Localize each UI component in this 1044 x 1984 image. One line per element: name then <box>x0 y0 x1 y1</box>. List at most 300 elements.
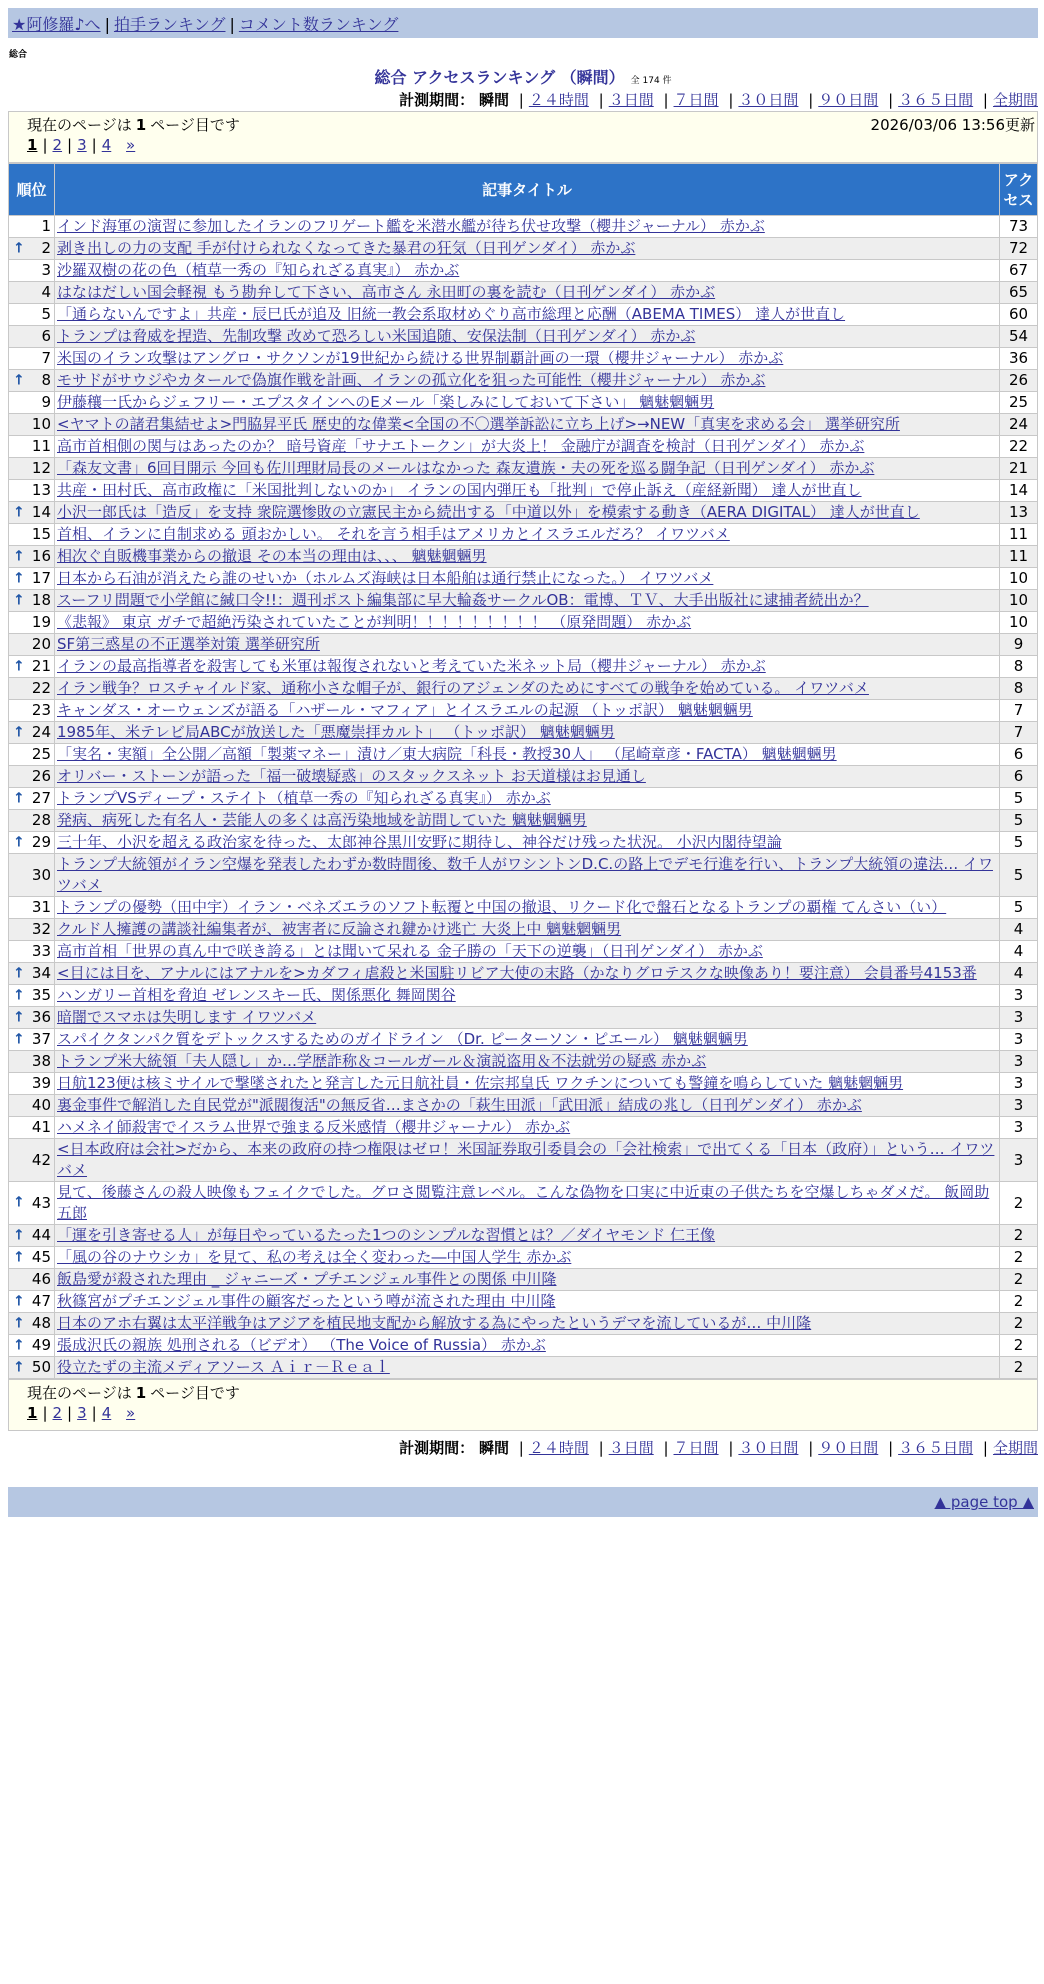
rank-number: 47 <box>31 1292 51 1310</box>
rank-cell <box>9 700 55 722</box>
rank-cell <box>9 304 55 326</box>
access-count: 2 <box>1000 1247 1038 1269</box>
period-selector-bottom: 計測期間： 瞬間 | ２４時間 | ３日間 | ７日間 | ３０日間 | ９０日間 | ３６５日間 | 全期間 <box>399 1439 1038 1457</box>
pager-bottom: 1 | 2 | 3 | 4 » <box>27 1404 136 1422</box>
table-row <box>9 260 1038 282</box>
title-cell <box>55 1335 1000 1357</box>
title-cell <box>55 1357 1000 1379</box>
rank-cell <box>9 282 55 304</box>
rank-number: 36 <box>31 1008 51 1026</box>
title-cell <box>55 238 1000 260</box>
table-row <box>9 1117 1038 1139</box>
rank-up-arrow-icon: ↑ <box>13 570 25 586</box>
access-count: 72 <box>1000 238 1038 260</box>
rank-up-arrow-icon: ↑ <box>13 372 25 388</box>
access-count: 22 <box>1000 436 1038 458</box>
rank-cell <box>9 985 55 1007</box>
rank-number: 28 <box>31 811 51 829</box>
access-count: 21 <box>1000 458 1038 480</box>
article-title-link[interactable]: 三十年、小沢を超える政治家を待った、太郎神谷黒川安野に期待し、神谷だけ残った状況。 小沢内閣待望論 <box>57 833 782 851</box>
table-row <box>9 678 1038 700</box>
rank-number: 2 <box>41 239 51 257</box>
article-title-link[interactable]: 1985年、米テレビ局ABCが放送した「悪魔崇拝カルト」 （トッポ訳） 魑魅魍魎男 <box>57 723 615 741</box>
rank-up-arrow-icon: ↑ <box>13 724 25 740</box>
access-count: 2 <box>1000 1225 1038 1247</box>
rank-cell <box>9 854 55 897</box>
access-count: 4 <box>1000 963 1038 985</box>
rank-cell <box>9 766 55 788</box>
page-title-row <box>8 65 1038 87</box>
period-label: 計測期間： <box>399 1439 475 1457</box>
rank-number: 6 <box>41 327 51 345</box>
article-title-link[interactable]: 日本のアホ右翼は太平洋戦争はアジアを植民地支配から解放する為にやったというデマを流しているが… 中川隆 <box>57 1314 812 1332</box>
title-cell <box>55 216 1000 238</box>
rank-number: 16 <box>31 547 51 565</box>
article-title-link[interactable]: トランプの優勢（田中宇）イラン・ベネズエラのソフト転覆と中国の撤退、リクード化で盤石となるトランプの覇権 てんさい（い） <box>57 898 947 916</box>
title-cell <box>55 897 1000 919</box>
title-cell <box>55 1182 1000 1225</box>
rank-up-arrow-icon: ↑ <box>13 240 25 256</box>
rank-number: 38 <box>31 1052 51 1070</box>
rank-number: 29 <box>31 833 51 851</box>
table-row <box>9 832 1038 854</box>
article-title-link[interactable]: 高市首相「世界の真ん中で咲き誇る」とは聞いて呆れる 金子勝の「天下の逆襲」（日刊ゲンダイ） 赤かぶ <box>57 942 763 960</box>
access-count: 4 <box>1000 941 1038 963</box>
access-count: 2 <box>1000 1357 1038 1379</box>
rank-number: 42 <box>31 1150 51 1169</box>
article-title-link[interactable]: 伊藤穰一氏からジェフリー・エプスタインへのEメール「楽しみにしておいて下さい」 魑魅魍魎男 <box>57 393 715 411</box>
rank-up-arrow-icon: ↑ <box>13 658 25 674</box>
title-cell <box>55 524 1000 546</box>
pager-link[interactable]: 2 <box>52 136 63 154</box>
rank-cell <box>9 1313 55 1335</box>
period-option[interactable]: ３０日間 <box>738 91 799 109</box>
access-count: 6 <box>1000 766 1038 788</box>
rank-header-label: 順位 <box>16 180 47 199</box>
rank-number: 24 <box>31 723 51 741</box>
rank-number: 35 <box>31 986 51 1004</box>
rank-column-header <box>9 164 55 216</box>
table-row <box>9 1095 1038 1117</box>
rank-number: 12 <box>31 459 51 477</box>
pager-link[interactable]: 2 <box>52 1404 63 1422</box>
rank-up-arrow-icon: ↑ <box>13 987 25 1003</box>
access-count: 2 <box>1000 1182 1038 1225</box>
period-selector-top: 計測期間： 瞬間 | ２４時間 | ３日間 | ７日間 | ３０日間 | ９０日間 | ３６５日間 | 全期間 <box>399 91 1038 109</box>
ranking-rows <box>9 216 1038 1379</box>
access-count: 4 <box>1000 919 1038 941</box>
title-cell <box>55 480 1000 502</box>
article-title-link[interactable]: 「通らないんですよ」共産・辰巳氏が追及 旧統一教会系取材めぐり高市総理と応酬（ABEMA TIMES） 達人が世直し <box>57 305 846 323</box>
title-cell <box>55 766 1000 788</box>
rank-cell <box>9 348 55 370</box>
period-option[interactable]: ９０日間 <box>818 1439 879 1457</box>
table-row <box>9 458 1038 480</box>
rank-cell <box>9 1269 55 1291</box>
title-cell <box>55 854 1000 897</box>
article-title-link[interactable]: スパイクタンパク質をデトックスするためのガイドライン （Dr. ピーターソン・ピエール） 魑魅魍魎男 <box>57 1030 748 1048</box>
article-title-link[interactable]: クルド人擁護の講談社編集者が、被害者に反論され鍵かけ逃亡 大炎上中 魑魅魍魎男 <box>57 920 622 938</box>
access-count: 5 <box>1000 854 1038 897</box>
article-title-link[interactable]: モサドがサウジやカタールで偽旗作戦を計画、イランの孤立化を狙った可能性（櫻井ジャーナル） 赤かぶ <box>57 371 766 389</box>
period-option[interactable]: ３日間 <box>608 91 654 109</box>
article-title-link[interactable]: <日本政府は会社>だから、本来の政府の持つ権限はゼロ！米国証券取引委員会の「会社検索」で出てくる「日本（政府）」という… イワツバメ <box>57 1140 995 1179</box>
page-title: 総合 アクセスランキング （瞬間） <box>374 68 625 87</box>
article-title-link[interactable]: オリバー・ストーンが語った「福一破壊疑惑」のスタックスネット お天道様はお見通し <box>57 767 646 785</box>
title-cell <box>55 458 1000 480</box>
table-row <box>9 1051 1038 1073</box>
table-row <box>9 700 1038 722</box>
rank-number: 22 <box>31 679 51 697</box>
article-title-link[interactable]: トランプ米大統領「夫人隠し」か…学歴詐称＆コールガール＆演説盗用＆不法就労の疑惑 赤かぶ <box>57 1052 707 1070</box>
rank-number: 21 <box>31 657 51 675</box>
access-count: 3 <box>1000 1051 1038 1073</box>
title-cell <box>55 963 1000 985</box>
rank-cell <box>9 744 55 766</box>
rank-number: 30 <box>31 865 51 884</box>
rank-cell <box>9 788 55 810</box>
table-row <box>9 656 1038 678</box>
rank-number: 23 <box>31 701 51 719</box>
rank-cell <box>9 897 55 919</box>
rank-cell <box>9 832 55 854</box>
rank-up-arrow-icon: ↑ <box>13 1359 25 1375</box>
article-title-link[interactable]: 沙羅双樹の花の色（植草一秀の『知られざる真実』） 赤かぶ <box>57 261 460 279</box>
pager-current: 1 <box>27 1404 38 1422</box>
access-count: 7 <box>1000 722 1038 744</box>
table-row <box>9 766 1038 788</box>
top-nav-bar <box>8 8 1038 38</box>
rank-number: 20 <box>31 635 51 653</box>
rank-cell <box>9 810 55 832</box>
article-title-link[interactable]: キャンダス・オーウェンズが語る「ハザール・マフィア」とイスラエルの起源 （トッポ訳） 魑魅魍魎男 <box>57 701 753 719</box>
article-title-link[interactable]: 見て、後藤さんの殺人映像もフェイクでした。グロさ閲覧注意レベル。こんな偽物を口実に中近東の子供たちを空爆しちゃダメだ。 飯岡助五郎 <box>57 1183 990 1222</box>
rank-cell <box>9 1247 55 1269</box>
rank-number: 18 <box>31 591 51 609</box>
rank-cell <box>9 678 55 700</box>
access-count: 25 <box>1000 392 1038 414</box>
comment-ranking-link[interactable]: コメント数ランキング <box>238 15 399 34</box>
access-count: 3 <box>1000 1095 1038 1117</box>
title-cell <box>55 1269 1000 1291</box>
table-row <box>9 963 1038 985</box>
pager-link[interactable]: 3 <box>77 1404 87 1422</box>
rank-cell <box>9 1291 55 1313</box>
rank-cell <box>9 502 55 524</box>
rank-cell <box>9 656 55 678</box>
title-cell <box>55 722 1000 744</box>
access-count: 6 <box>1000 744 1038 766</box>
access-count: 10 <box>1000 590 1038 612</box>
article-title-link[interactable]: 飯島愛が殺された理由 _ ジャニーズ・プチエンジェル事件との関係 中川隆 <box>57 1270 557 1288</box>
title-cell <box>55 612 1000 634</box>
article-title-link[interactable]: ハンガリー首相を脅迫 ゼレンスキー氏、関係悪化 舞岡関谷 <box>57 986 456 1004</box>
rank-cell <box>9 1139 55 1182</box>
table-row <box>9 1073 1038 1095</box>
page <box>8 8 1038 1517</box>
current-page-text: 現在のページは 1 ページ目です <box>27 1384 240 1402</box>
article-title-link[interactable]: 「運を引き寄せる人」が毎日やっているたった1つのシンプルな習慣とは？／ダイヤモンド 仁王像 <box>57 1226 716 1244</box>
access-count: 11 <box>1000 524 1038 546</box>
rank-number: 13 <box>31 481 51 499</box>
page-top-link[interactable]: ▲ page top ▲ <box>934 1493 1034 1511</box>
access-count: 7 <box>1000 700 1038 722</box>
rank-number: 46 <box>31 1270 51 1288</box>
rank-cell <box>9 1357 55 1379</box>
total-count: 全 174 件 <box>630 76 672 86</box>
article-title-link[interactable]: 裏金事件で解消した自民党が"派閥復活"の無反省…まさかの「萩生田派」「武田派」結成の兆し（日刊ゲンダイ） 赤かぶ <box>57 1096 862 1114</box>
table-row <box>9 1357 1038 1379</box>
table-row <box>9 919 1038 941</box>
table-row <box>9 436 1038 458</box>
rank-cell <box>9 941 55 963</box>
rank-number: 37 <box>31 1030 51 1048</box>
article-title-link[interactable]: 「実名・実額」全公開／高額「製薬マネー」漬け／東大病院「科長・教授30人」 （尾崎章彦・FACTA） 魑魅魍魎男 <box>57 745 837 763</box>
title-cell <box>55 810 1000 832</box>
article-title-link[interactable]: <ヤマトの諸君集結せよ>門脇昇平氏 歴史的な偉業<全国の不〇選挙訴訟に立ち上げ>→NEW「真実を求める会」 選挙研究所 <box>57 415 900 433</box>
current-page-number: 1 <box>135 116 147 134</box>
access-count: 26 <box>1000 370 1038 392</box>
current-page-number: 1 <box>135 1384 147 1402</box>
pager-link[interactable]: 4 <box>101 136 112 154</box>
table-row <box>9 1139 1038 1182</box>
article-title-link[interactable]: 米国のイラン攻撃はアングロ・サクソンが19世紀から続ける世界制覇計画の一環（櫻井ジャーナル） 赤かぶ <box>57 349 784 367</box>
title-cell <box>55 1051 1000 1073</box>
table-row <box>9 985 1038 1007</box>
article-title-link[interactable]: イランの最高指導者を殺害しても米軍は報復されないと考えていた米ネット局（櫻井ジャーナル） 赤かぶ <box>57 657 766 675</box>
rank-cell <box>9 1029 55 1051</box>
article-title-link[interactable]: スーフリ問題で小学館に緘口令!!：週刊ポスト編集部に早大輪姦サークルOB：電博、ＴＶ、大手出版社に逮捕者続出か？ <box>57 591 869 609</box>
rank-up-arrow-icon: ↑ <box>13 1194 25 1211</box>
access-count: 9 <box>1000 634 1038 656</box>
rank-number: 27 <box>31 789 51 807</box>
rank-number: 25 <box>31 745 51 763</box>
rank-number: 19 <box>31 613 51 631</box>
rank-cell <box>9 414 55 436</box>
table-row <box>9 502 1038 524</box>
rank-up-arrow-icon: ↑ <box>13 1009 25 1025</box>
table-row <box>9 348 1038 370</box>
period-option[interactable]: ２４時間 <box>528 1439 589 1457</box>
rank-number: 5 <box>41 305 51 323</box>
pager-link[interactable]: 3 <box>77 136 87 154</box>
rank-cell <box>9 1117 55 1139</box>
rank-cell <box>9 612 55 634</box>
period-option[interactable]: ３日間 <box>608 1439 654 1457</box>
rank-number: 48 <box>31 1314 51 1332</box>
title-cell <box>55 326 1000 348</box>
title-cell <box>55 392 1000 414</box>
title-cell <box>55 590 1000 612</box>
title-cell <box>55 1139 1000 1182</box>
rank-number: 17 <box>31 569 51 587</box>
title-cell <box>55 282 1000 304</box>
access-count: 3 <box>1000 1139 1038 1182</box>
article-title-link[interactable]: 秋篠宮がプチエンジェル事件の顧客だったという噂が流された理由 中川隆 <box>57 1292 556 1310</box>
title-cell <box>55 656 1000 678</box>
rank-number: 43 <box>31 1193 51 1212</box>
table-row <box>9 414 1038 436</box>
applause-ranking-link[interactable]: 拍手ランキング <box>113 15 226 34</box>
table-row <box>9 370 1038 392</box>
table-row <box>9 326 1038 348</box>
ranking-table <box>8 163 1038 1379</box>
updated-timestamp: 2026/03/06 13:56更新 <box>870 116 1035 134</box>
period-option[interactable]: ３６５日間 <box>898 91 974 109</box>
rank-number: 8 <box>41 371 51 389</box>
table-row <box>9 524 1038 546</box>
title-cell <box>55 744 1000 766</box>
rank-number: 14 <box>31 503 51 521</box>
article-title-link[interactable]: 日航123便は核ミサイルで撃墜されたと発言した元日航社員・佐宗邦皇氏 ワクチンについても警鐘を鳴らしていた 魑魅魍魎男 <box>57 1074 904 1092</box>
title-cell <box>55 788 1000 810</box>
rank-cell <box>9 216 55 238</box>
rank-number: 34 <box>31 964 51 982</box>
table-row <box>9 854 1038 897</box>
rank-up-arrow-icon: ↑ <box>13 1337 25 1353</box>
access-count: 13 <box>1000 502 1038 524</box>
table-row <box>9 1291 1038 1313</box>
article-title-link[interactable]: 相次ぐ自販機事業からの撤退 その本当の理由は、、、 魑魅魍魎男 <box>57 547 487 565</box>
period-option[interactable]: ９０日間 <box>818 91 879 109</box>
article-title-link[interactable]: 日本から石油が消えたら誰のせいか（ホルムズ海峡は日本船舶は通行禁止になった。） イワツバメ <box>57 569 714 587</box>
title-cell <box>55 1313 1000 1335</box>
table-row <box>9 282 1038 304</box>
access-count: 3 <box>1000 1117 1038 1139</box>
rank-up-arrow-icon: ↑ <box>13 504 25 520</box>
rank-cell <box>9 392 55 414</box>
rank-number: 40 <box>31 1096 51 1114</box>
title-cell <box>55 700 1000 722</box>
article-title-link[interactable]: 役立たずの主流メディアソース Ａｉｒ－Ｒｅａｌ <box>57 1358 390 1376</box>
article-title-link[interactable]: はなはだしい国会軽視 もう勘弁して下さい、高市さん 永田町の裏を読む（日刊ゲンダイ） 赤かぶ <box>57 283 716 301</box>
rank-number: 4 <box>41 283 51 301</box>
home-link[interactable]: ★阿修羅♪へ <box>12 15 101 34</box>
current-page-text: 現在のページは 1 ページ目です <box>27 116 240 134</box>
article-title-link[interactable]: イラン戦争？ロスチャイルド家、通称小さな帽子が、銀行のアジェンダのためにすべての戦争を始めている。 イワツバメ <box>57 679 869 697</box>
title-cell <box>55 1007 1000 1029</box>
article-title-link[interactable]: トランプVSディープ・ステイト（植草一秀の『知られざる真実』） 赤かぶ <box>57 789 551 807</box>
title-cell <box>55 1073 1000 1095</box>
article-title-link[interactable]: 剥き出しの力の支配 手が付けられなくなってきた暴君の狂気（日刊ゲンダイ） 赤かぶ <box>57 239 636 257</box>
article-title-link[interactable]: 「森友文書」6回目開示 今回も佐川理財局長のメールはなかった 森友遺族・夫の死を巡る闘争記（日刊ゲンダイ） 赤かぶ <box>57 459 875 477</box>
access-count: 14 <box>1000 480 1038 502</box>
article-title-link[interactable]: トランプは脅威を捏造、先制攻撃 改めて恐ろしい米国追随、安保法制（日刊ゲンダイ） 赤かぶ <box>57 327 696 345</box>
access-column-header <box>1000 164 1038 216</box>
period-option[interactable]: ３６５日間 <box>898 1439 974 1457</box>
pager-link[interactable]: 4 <box>101 1404 112 1422</box>
rank-cell <box>9 1335 55 1357</box>
rank-cell <box>9 326 55 348</box>
rank-number: 15 <box>31 525 51 543</box>
rank-cell <box>9 634 55 656</box>
table-row <box>9 590 1038 612</box>
table-row <box>9 788 1038 810</box>
article-title-link[interactable]: 共産・田村氏、高市政権に「米国批判しないのか」 イランの国内弾圧も「批判」で停止訴え（産経新聞） 達人が世直し <box>57 481 862 499</box>
table-row <box>9 744 1038 766</box>
article-title-link[interactable]: 《悲報》 東京 ガチで超絶汚染されていたことが判明！！！！！！！！！ （原発問題） 赤かぶ <box>57 613 692 631</box>
table-row <box>9 612 1038 634</box>
rank-cell <box>9 722 55 744</box>
period-option[interactable]: ７日間 <box>673 91 719 109</box>
rank-number: 50 <box>31 1358 51 1376</box>
rank-cell <box>9 1225 55 1247</box>
period-option[interactable]: 全期間 <box>992 1439 1038 1457</box>
rank-number: 44 <box>31 1226 51 1244</box>
article-title-link[interactable]: 暗闇でスマホは失明します イワツバメ <box>57 1008 317 1026</box>
article-title-link[interactable]: SF第三惑星の不正選挙対策 選挙研究所 <box>57 635 320 653</box>
title-cell <box>55 568 1000 590</box>
rank-up-arrow-icon: ↑ <box>13 834 25 850</box>
rank-up-arrow-icon: ↑ <box>13 1031 25 1047</box>
rank-cell <box>9 1182 55 1225</box>
access-count: 3 <box>1000 1073 1038 1095</box>
rank-number: 11 <box>31 437 51 455</box>
article-title-link[interactable]: 張成沢氏の親族 処刑される（ビデオ） （The Voice of Russia） 赤かぶ <box>57 1336 546 1354</box>
title-cell <box>55 1291 1000 1313</box>
access-count: 2 <box>1000 1313 1038 1335</box>
period-option[interactable]: ３０日間 <box>738 1439 799 1457</box>
rank-cell <box>9 524 55 546</box>
table-row <box>9 480 1038 502</box>
period-option[interactable]: ７日間 <box>673 1439 719 1457</box>
rank-up-arrow-icon: ↑ <box>13 548 25 564</box>
rank-number: 32 <box>31 920 51 938</box>
rank-up-arrow-icon: ↑ <box>13 1249 25 1265</box>
table-row <box>9 1182 1038 1225</box>
article-title-link[interactable]: トランプ大統領がイラン空爆を発表したわずか数時間後、数千人がワシントンD.C.の路上でデモ行進を行い、トランプ大統領の違法… イワツバメ <box>57 855 993 894</box>
pager-next[interactable]: » <box>126 1404 136 1422</box>
table-row <box>9 1247 1038 1269</box>
table-row <box>9 1313 1038 1335</box>
title-cell <box>55 260 1000 282</box>
rank-up-arrow-icon: ↑ <box>13 965 25 981</box>
rank-number: 41 <box>31 1118 51 1136</box>
article-title-link[interactable]: <目には目を、アナルにはアナルを>カダフィ虐殺と米国駐リビア大使の末路（かなりグロテスクな映像あり！要注意） 会員番号4153番 <box>57 964 977 982</box>
rank-cell <box>9 963 55 985</box>
access-count: 3 <box>1000 985 1038 1007</box>
rank-number: 10 <box>31 415 51 433</box>
title-cell <box>55 1117 1000 1139</box>
rank-cell <box>9 919 55 941</box>
article-title-link[interactable]: 首相、イランに自制求める 頭おかしい。 それを言う相手はアメリカとイスラエルだろ？ イワツバメ <box>57 525 730 543</box>
title-cell <box>55 832 1000 854</box>
article-title-link[interactable]: ハメネイ師殺害でイスラム世界で強まる反米感情（櫻井ジャーナル） 赤かぶ <box>57 1118 571 1136</box>
article-title-link[interactable]: 小沢一郎氏は「造反」を支持 衆院選惨敗の立憲民主から続出する「中道以外」を模索する動き（AERA DIGITAL） 達人が世直し <box>57 503 920 521</box>
rank-cell <box>9 1095 55 1117</box>
article-title-link[interactable]: 高市首相側の関与はあったのか？ 暗号資産「サナエトークン」が大炎上！ 金融庁が調査を検討（日刊ゲンダイ） 赤かぶ <box>57 437 865 455</box>
article-title-link[interactable]: インド海軍の演習に参加したイランのフリゲート艦を米潜水艦が待ち伏せ攻撃（櫻井ジャーナル） 赤かぶ <box>57 217 765 235</box>
rank-cell <box>9 590 55 612</box>
access-count: 2 <box>1000 1291 1038 1313</box>
rank-cell <box>9 1051 55 1073</box>
period-option[interactable]: 全期間 <box>992 91 1038 109</box>
rank-cell <box>9 260 55 282</box>
period-option[interactable]: ２４時間 <box>528 91 589 109</box>
access-header-label: アク セス <box>1003 170 1034 209</box>
title-cell <box>55 502 1000 524</box>
rank-cell <box>9 458 55 480</box>
access-count: 73 <box>1000 216 1038 238</box>
pager-next[interactable]: » <box>126 136 136 154</box>
rank-number: 39 <box>31 1074 51 1092</box>
article-title-link[interactable]: 「風の谷のナウシカ」を見て、私の考えは全く変わった―中国人学生 赤かぶ <box>57 1248 572 1266</box>
table-row <box>9 941 1038 963</box>
title-cell <box>55 370 1000 392</box>
article-title-link[interactable]: 発病、病死した有名人・芸能人の多くは高汚染地域を訪問していた 魑魅魍魎男 <box>57 811 587 829</box>
access-count: 10 <box>1000 612 1038 634</box>
table-row <box>9 1269 1038 1291</box>
